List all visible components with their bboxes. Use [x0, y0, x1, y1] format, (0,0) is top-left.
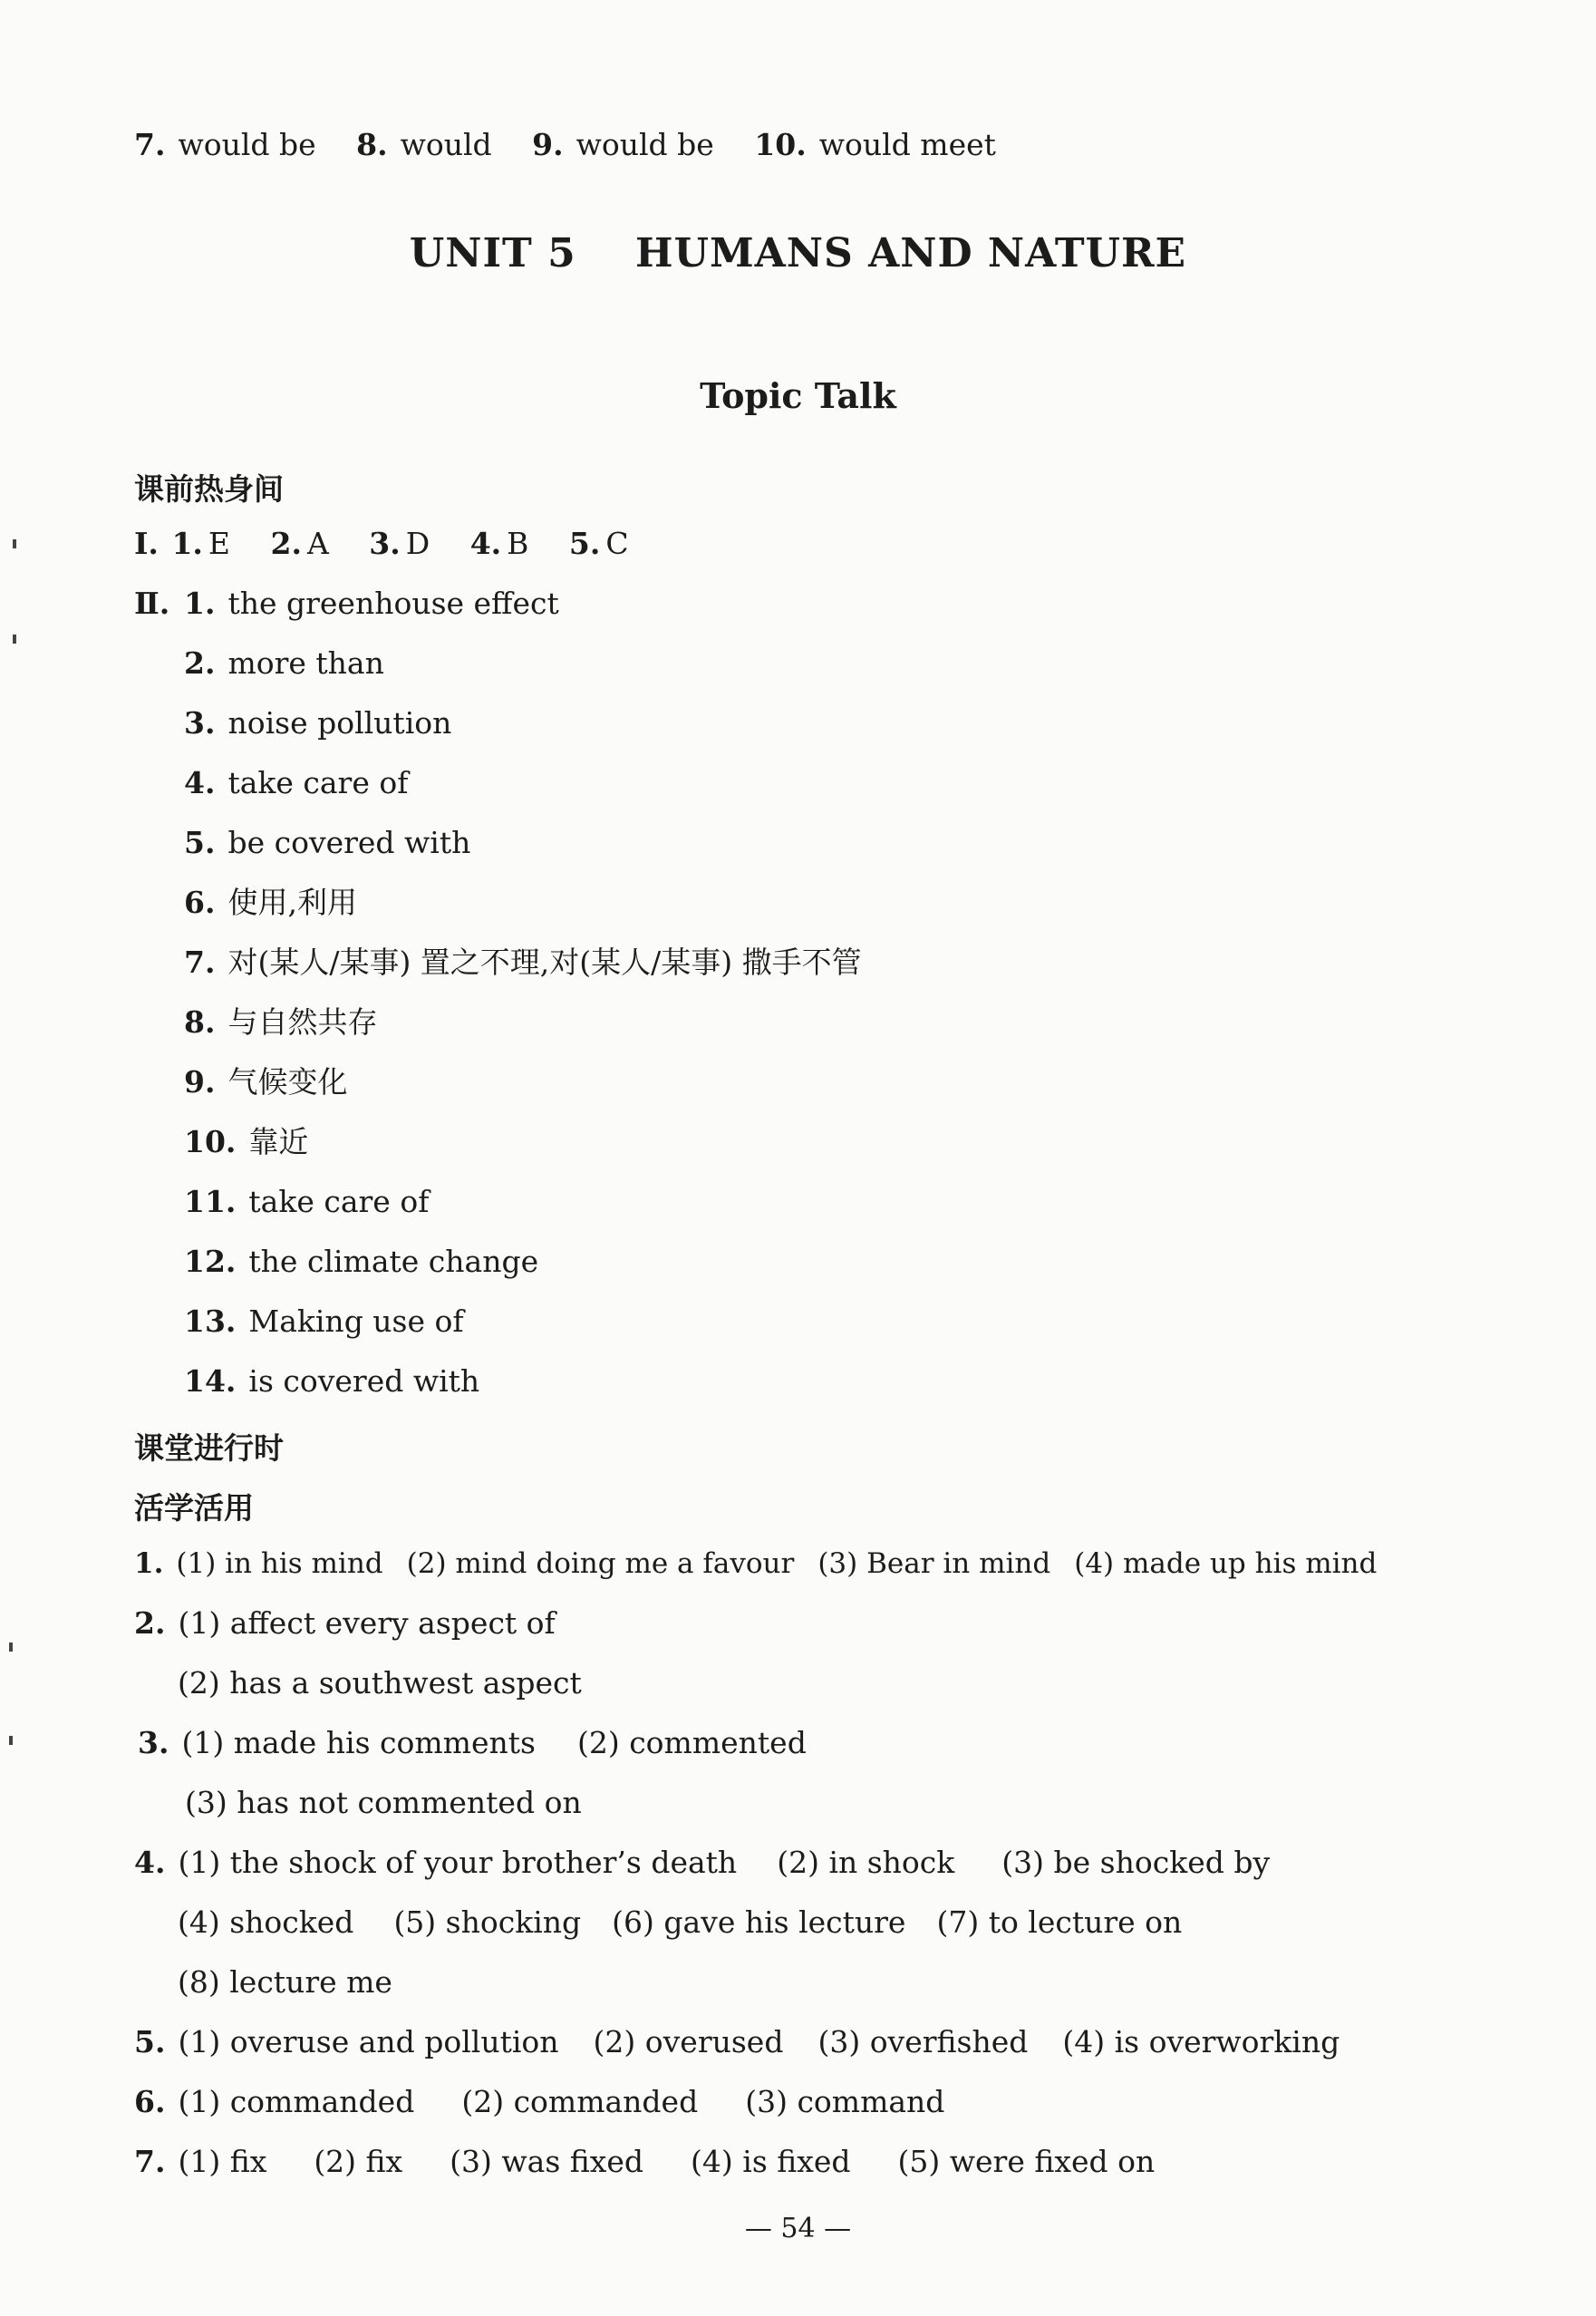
scan-mark	[13, 539, 16, 548]
top-answer-row	[134, 127, 996, 163]
list-item	[184, 1004, 377, 1041]
answer-number: 4.	[469, 526, 502, 561]
answer-number: 7.	[134, 127, 166, 162]
scan-mark	[9, 1736, 13, 1745]
item-number: 10.	[184, 1124, 237, 1159]
practice-q4-cont2	[178, 1964, 392, 2001]
answer-number: 2.	[270, 526, 302, 561]
item-text: 靠近	[248, 1124, 309, 1159]
question-number: 5.	[134, 2024, 166, 2059]
scan-mark	[13, 635, 16, 644]
part2-label: Ⅱ.	[134, 586, 170, 621]
answer-text: (3) has not commented on	[185, 1785, 582, 1820]
item-text: more than	[227, 645, 384, 681]
list-item	[184, 825, 470, 861]
question-number: 3.	[138, 1725, 169, 1760]
item-number: 4.	[184, 765, 216, 800]
item-number: 2.	[184, 645, 216, 681]
answer-text: D	[405, 526, 430, 561]
answer-text: (5) were fixed on	[897, 2144, 1156, 2179]
list-item	[184, 1124, 308, 1160]
answer-number: 8.	[356, 127, 388, 162]
answer-text: (6) gave his lecture	[612, 1904, 906, 1940]
question-number: 2.	[134, 1605, 166, 1641]
practice-q5	[134, 2024, 1340, 2060]
section-heading-practice: 活学活用	[134, 1490, 254, 1526]
answer-text: (2) in shock	[777, 1845, 955, 1880]
item-number: 14.	[184, 1363, 237, 1399]
answer-text: (3) was fixed	[450, 2144, 644, 2179]
list-item	[184, 1244, 538, 1280]
item-number: 3.	[184, 705, 216, 741]
practice-q6	[134, 2084, 944, 2120]
practice-q4	[134, 1845, 1270, 1881]
section-heading-classroom: 课堂进行时	[134, 1430, 284, 1466]
page-number: — 54 —	[744, 2213, 852, 2244]
answer-number: 9.	[532, 127, 564, 162]
list-item	[184, 1184, 429, 1220]
scan-mark	[9, 1643, 13, 1652]
answer-text: (1) overuse and pollution	[178, 2024, 559, 2059]
answer-text: (1) fix	[178, 2144, 267, 2179]
item-number: 11.	[184, 1184, 237, 1219]
item-text: the climate change	[248, 1244, 539, 1279]
item-text: be covered with	[227, 825, 471, 860]
answer-text: E	[208, 526, 230, 561]
list-item	[184, 945, 862, 981]
answer-text: (1) in his mind	[176, 1547, 383, 1580]
answer-text: (3) Bear in mind	[817, 1547, 1051, 1580]
answer-text: would be	[576, 127, 714, 162]
practice-q4-cont	[178, 1904, 1182, 1941]
answer-text: would meet	[818, 127, 996, 162]
question-number: 6.	[134, 2084, 166, 2119]
item-text: the greenhouse effect	[227, 586, 559, 621]
list-item	[184, 885, 357, 921]
item-text: is covered with	[248, 1363, 480, 1399]
item-text: take care of	[248, 1184, 430, 1219]
item-text: 对(某人/某事) 置之不理,对(某人/某事) 撒手不管	[227, 945, 862, 980]
answer-text: (2) has a southwest aspect	[178, 1665, 582, 1701]
item-text: take care of	[227, 765, 409, 800]
answer-text: (2) fix	[314, 2144, 403, 2179]
answer-text: A	[306, 526, 329, 561]
answer-text: B	[507, 526, 529, 561]
answer-text: would	[400, 127, 492, 162]
list-item	[184, 645, 384, 682]
answer-text: (3) overfished	[817, 2024, 1029, 2059]
question-number: 1.	[134, 1547, 164, 1580]
practice-q2-cont	[178, 1665, 582, 1701]
question-number: 7.	[134, 2144, 166, 2179]
answer-text: (4) made up his mind	[1074, 1547, 1378, 1580]
list-item	[184, 705, 451, 741]
item-text: 与自然共存	[227, 1004, 378, 1040]
practice-q2	[134, 1605, 556, 1642]
answer-text: (2) commented	[576, 1725, 807, 1760]
item-number: 9.	[184, 1064, 216, 1100]
practice-q1	[134, 1546, 1377, 1582]
answer-text: C	[605, 526, 629, 561]
item-number: 7.	[184, 945, 216, 980]
practice-q3-cont	[185, 1785, 582, 1821]
answer-text: (2) commanded	[461, 2084, 699, 2119]
list-item	[184, 1363, 479, 1400]
section-heading-warmup: 课前热身间	[134, 471, 284, 507]
answer-text: (2) mind doing me a favour	[406, 1547, 795, 1580]
list-item	[184, 1303, 464, 1340]
answer-text: (2) overused	[593, 2024, 784, 2059]
part1-row	[134, 526, 629, 562]
list-item	[184, 586, 559, 622]
answer-text: (8) lecture me	[178, 1964, 392, 2000]
list-item	[184, 1064, 347, 1100]
answer-number: 5.	[568, 526, 601, 561]
answer-number: 10.	[754, 127, 807, 162]
answer-text: (1) made his comments	[181, 1725, 536, 1760]
answer-text: (1) commanded	[178, 2084, 415, 2119]
part-label: Ⅰ.	[134, 526, 159, 561]
item-text: Making use of	[248, 1303, 464, 1339]
practice-q7	[134, 2144, 1155, 2180]
practice-q3	[138, 1725, 807, 1761]
unit-title: UNIT 5 HUMANS AND NATURE	[409, 230, 1187, 276]
answer-text: (7) to lecture on	[936, 1904, 1183, 1940]
list-item	[184, 765, 408, 801]
item-number: 8.	[184, 1004, 216, 1040]
item-text: 使用,利用	[227, 885, 357, 920]
item-text: 气候变化	[227, 1064, 348, 1100]
answer-text: (4) is overworking	[1062, 2024, 1340, 2059]
answer-text: (3) be shocked by	[1001, 1845, 1271, 1880]
answer-text: (3) command	[745, 2084, 945, 2119]
item-number: 12.	[184, 1244, 237, 1279]
item-number: 1.	[184, 586, 216, 621]
answer-number: 3.	[369, 526, 401, 561]
answer-text: (4) shocked	[178, 1904, 354, 1940]
question-number: 4.	[134, 1845, 166, 1880]
item-number: 6.	[184, 885, 216, 920]
answer-text: would be	[178, 127, 316, 162]
answer-number: 1.	[171, 526, 203, 561]
answer-text: (1) affect every aspect of	[178, 1605, 556, 1641]
section-title: Topic Talk	[700, 375, 896, 416]
answer-text: (5) shocking	[393, 1904, 582, 1940]
answer-text: (1) the shock of your brother’s death	[178, 1845, 738, 1880]
item-number: 13.	[184, 1303, 237, 1339]
answer-text: (4) is fixed	[691, 2144, 851, 2179]
item-text: noise pollution	[227, 705, 452, 741]
item-number: 5.	[184, 825, 216, 860]
